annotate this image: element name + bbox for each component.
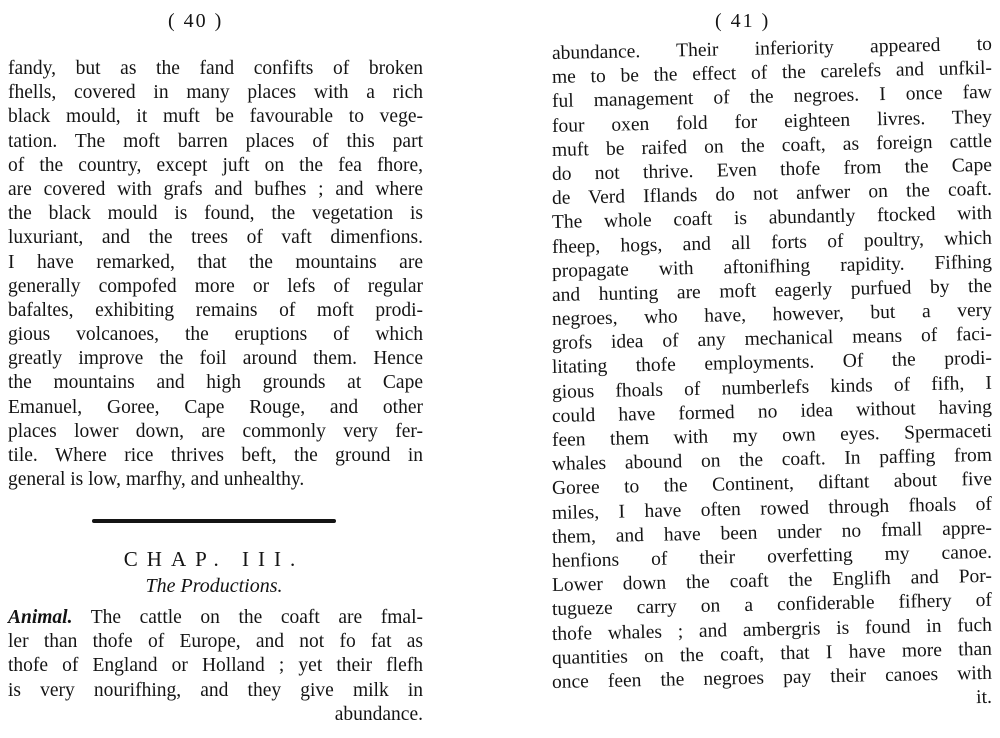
text-line: luxuriant, and the trees of vaft dimenfions. xyxy=(8,227,423,249)
text-line: me to be the effect of the carelefs and unfkil- xyxy=(551,57,993,89)
text-line: black mould, it muft be favourable to vege- xyxy=(8,106,423,128)
text-line: places lower down, are commonly very fer- xyxy=(8,420,423,442)
text-line: are covered with grafs and bufhes ; and where xyxy=(8,178,423,200)
text-line: tation. The moft barren places of this part xyxy=(8,130,423,152)
catchword-left: abundance. xyxy=(334,703,423,725)
animal-section-text xyxy=(8,606,423,727)
page-number-right: ( 41 ) xyxy=(715,10,771,32)
text-line: muft be raifed on the coaft, as foreign cattle xyxy=(551,130,993,161)
chapter-divider-rule xyxy=(92,519,336,523)
right-body-text xyxy=(551,33,993,719)
text-line: fhells, covered in many places with a rich xyxy=(8,82,423,104)
text-line: is very nourifhing, and they give milk in xyxy=(8,679,423,701)
text-line: fheep, hogs, and all forts of poultry, which xyxy=(551,227,993,258)
text-line: tile. Where rice thrives beft, the ground in xyxy=(8,445,423,466)
text-line: thofe of England or Holland ; yet their flefh xyxy=(8,655,423,677)
text-line: gious fhoals of numberlefs kinds of fifh, I xyxy=(551,372,993,403)
text-line: do not thrive. Even thofe from the Cape xyxy=(551,154,993,185)
chapter-heading: CHAP. III. xyxy=(123,547,305,571)
text-line: them, and have been under no fmall appre- xyxy=(551,517,993,548)
text-line: quantities on the coaft, that I have more than xyxy=(551,638,993,669)
text-line: henfions of their overfetting my canoe. xyxy=(551,541,993,572)
text-line: fandy, but as the fand confifts of broken xyxy=(8,58,423,79)
text-line: four oxen fold for eighteen livres. They xyxy=(551,106,993,137)
text-line: of the country, except juft on the fea fhore, xyxy=(8,154,423,176)
text-line: ler than thofe of Europe, and not fo fat as xyxy=(8,631,423,653)
text-line: feen them with my own eyes. Spermaceti xyxy=(551,420,993,451)
text-line: miles, I have often rowed through fhoals of xyxy=(551,493,993,524)
text-line: the mountains and high grounds at Cape xyxy=(8,372,423,394)
right-page xyxy=(540,0,1000,738)
text-line: once feen the negroes pay their canoes with xyxy=(551,662,993,693)
animal-first-line xyxy=(8,606,423,630)
text-line: de Verd Iflands do not anfwer on the coaft. xyxy=(551,178,993,210)
text-line: thofe whales ; and ambergris is found in fuch xyxy=(551,614,993,645)
text-line: propagate with aftonifhing rapidity. Fifhing xyxy=(551,251,993,282)
left-page xyxy=(0,0,470,738)
text-line: Lower down the coaft the Englifh and Por- xyxy=(551,565,993,597)
chapter-subtitle: The Productions. xyxy=(145,575,283,597)
text-line: negroes, who have, however, but a very xyxy=(551,299,993,331)
text-line: whales abound on the coaft. In paffing from xyxy=(551,444,993,476)
text-line: tugueze carry on a confiderable fifhery of xyxy=(551,590,993,621)
animal-first-line-text: The cattle on the coaft are fmal- xyxy=(90,607,423,628)
text-line: litating thofe employments. Of the prodi- xyxy=(551,348,993,379)
catchword-right: it. xyxy=(975,686,993,709)
text-line: Goree to the Continent, diftant about five xyxy=(551,469,993,500)
text-line: abundance. Their inferiority appeared to xyxy=(551,33,993,64)
text-line: ful management of the negroes. I once faw xyxy=(551,82,993,113)
text-line: greatly improve the foil around them. Hence xyxy=(8,348,423,370)
text-line: The whole coaft is abundantly ftocked with xyxy=(551,203,993,234)
page-number-left: ( 40 ) xyxy=(168,10,224,32)
text-line: and hunting are moft eagerly purfued by the xyxy=(551,275,993,306)
sidenote-animal: Animal. xyxy=(8,607,73,628)
text-line: could have formed no idea without having xyxy=(551,396,993,427)
text-line: generally compofed more or lefs of regular xyxy=(8,275,423,297)
text-line: general is low, marfhy, and unhealthy. xyxy=(8,469,305,491)
text-line: grofs idea of any mechanical means of faci- xyxy=(551,324,993,355)
text-line: I have remarked, that the mountains are xyxy=(8,251,423,273)
left-body-text xyxy=(8,57,423,492)
text-line: bafaltes, exhibiting remains of moft prodi- xyxy=(8,299,423,321)
text-line: gious volcanoes, the eruptions of which xyxy=(8,324,423,346)
text-line: the black mould is found, the vegetation is xyxy=(8,203,423,225)
text-line: Emanuel, Goree, Cape Rouge, and other xyxy=(8,396,423,418)
